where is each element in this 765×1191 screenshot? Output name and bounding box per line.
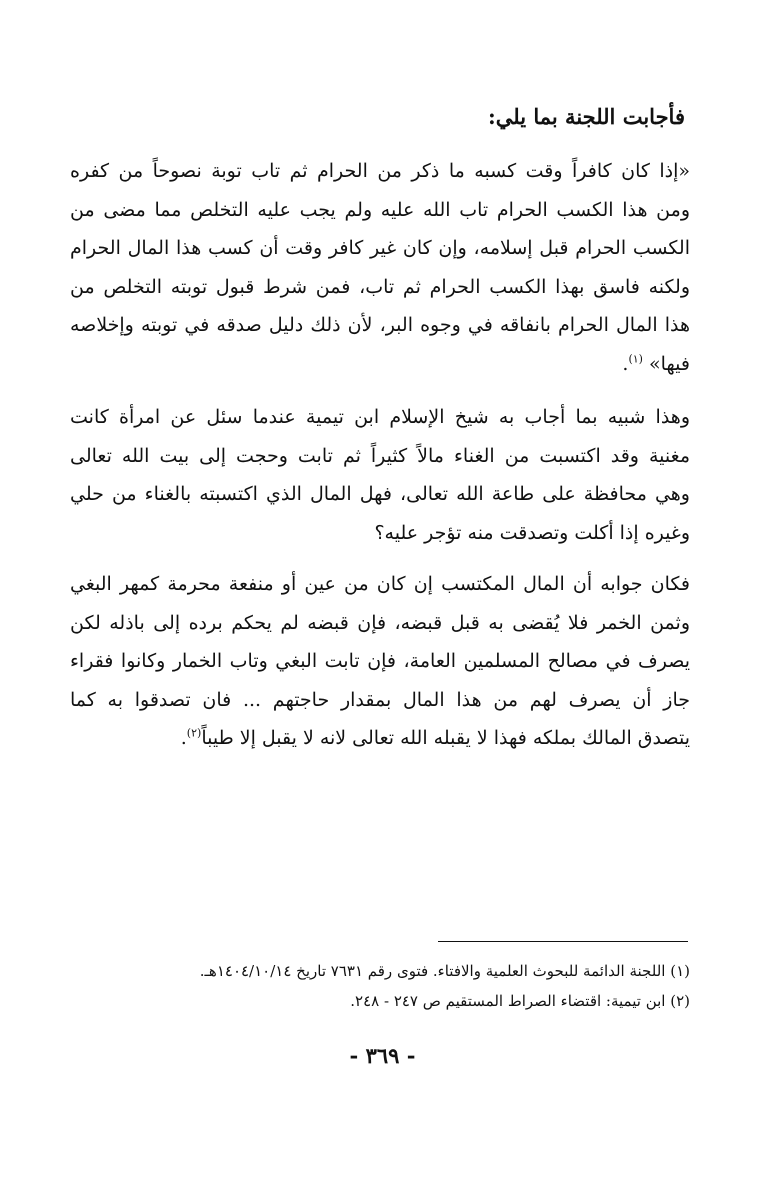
paragraph-ibn-taymiyya-answer [70,565,690,758]
sentence-end: . [180,727,187,749]
paragraph-line: فكان جوابه أن المال المكتسب إن كان من عين أو منفعة محرمة كمهر البغي [70,573,690,595]
line-text: يتصدق المالك بملكه فهذا لا يقبله الله تعالى لانه لا يقبل إلا طيباً [201,727,690,749]
paragraph-line: ومن هذا الكسب الحرام تاب الله عليه ولم يجب عليه التخلص مما مضى من [70,198,690,221]
footnote-reference: (١) [628,352,643,366]
paragraph-line: «إذا كان كافراً وقت كسبه ما ذكر من الحرام ثم تاب توبة نصوحاً من كفره [70,160,690,182]
section-heading: فأجابت اللجنة بما يلي: [488,104,685,129]
paragraph-line: مغنية وقد اكتسبت من الغناء مالاً كثيراً ثم تابت وحجت إلى بيت الله تعالى [70,444,690,467]
paragraph-committee-answer [70,152,690,383]
paragraph-line: ولكنه فاسق بهذا الكسب الحرام ثم تاب، فمن شرط قبول توبته التخلص من [70,275,690,298]
paragraph-line: وهي محافظة على طاعة الله تعالى، فهل المال الذي اكتسبته بالغناء من حلي [70,483,690,505]
paragraph-last-line: وغيره إذا أكلت وتصدقت منه تؤجر عليه؟ [374,521,690,544]
paragraph-line: يصرف في مصالح المسلمين العامة، فإن تابت البغي وتاب الخمار وكانوا فقراء [70,650,690,672]
page-number: - ٣٦٩ - [349,1043,416,1068]
footnotes [90,956,690,1016]
paragraph-last-line [70,719,690,758]
paragraph-line: هذا المال الحرام بانفاقه في وجوه البر، لأن ذلك دليل صدقه في توبته وإخلاصه [70,314,690,336]
footnote-item: (٢) ابن تيمية: اقتضاء الصراط المستقيم ص ٢٤٧ - ٢٤٨. [350,992,690,1010]
footnote-item: (١) اللجنة الدائمة للبحوث العلمية والافتاء. فتوى رقم ٧٦٣١ تاريخ ١٤٠٤/١٠/١٤هـ. [199,962,690,980]
paragraph-line: جاز أن يصرف لهم من هذا المال بمقدار حاجتهم ... فان تصدقوا به كما [70,688,690,711]
footnote-reference: (٢) [186,726,202,740]
sentence-end: . [622,352,629,375]
line-text: فيها» [649,352,690,375]
paragraph-ibn-taymiyya-question [70,398,690,552]
paragraph-line: وثمن الخمر فلا يُقضى به قبل قبضه، فإن قبضه لم يحكم برده إلى باذله لكن [70,611,690,634]
paragraph-line: وهذا شبيه بما أجاب به شيخ الإسلام ابن تيمية عندما سئل عن امرأة كانت [70,406,690,428]
paragraph-last-line [70,345,690,384]
paragraph-line: الكسب الحرام قبل إسلامه، وإن كان غير كافر وقت أن كسب هذا المال الحرام [70,237,690,259]
footnote-separator [438,941,688,942]
